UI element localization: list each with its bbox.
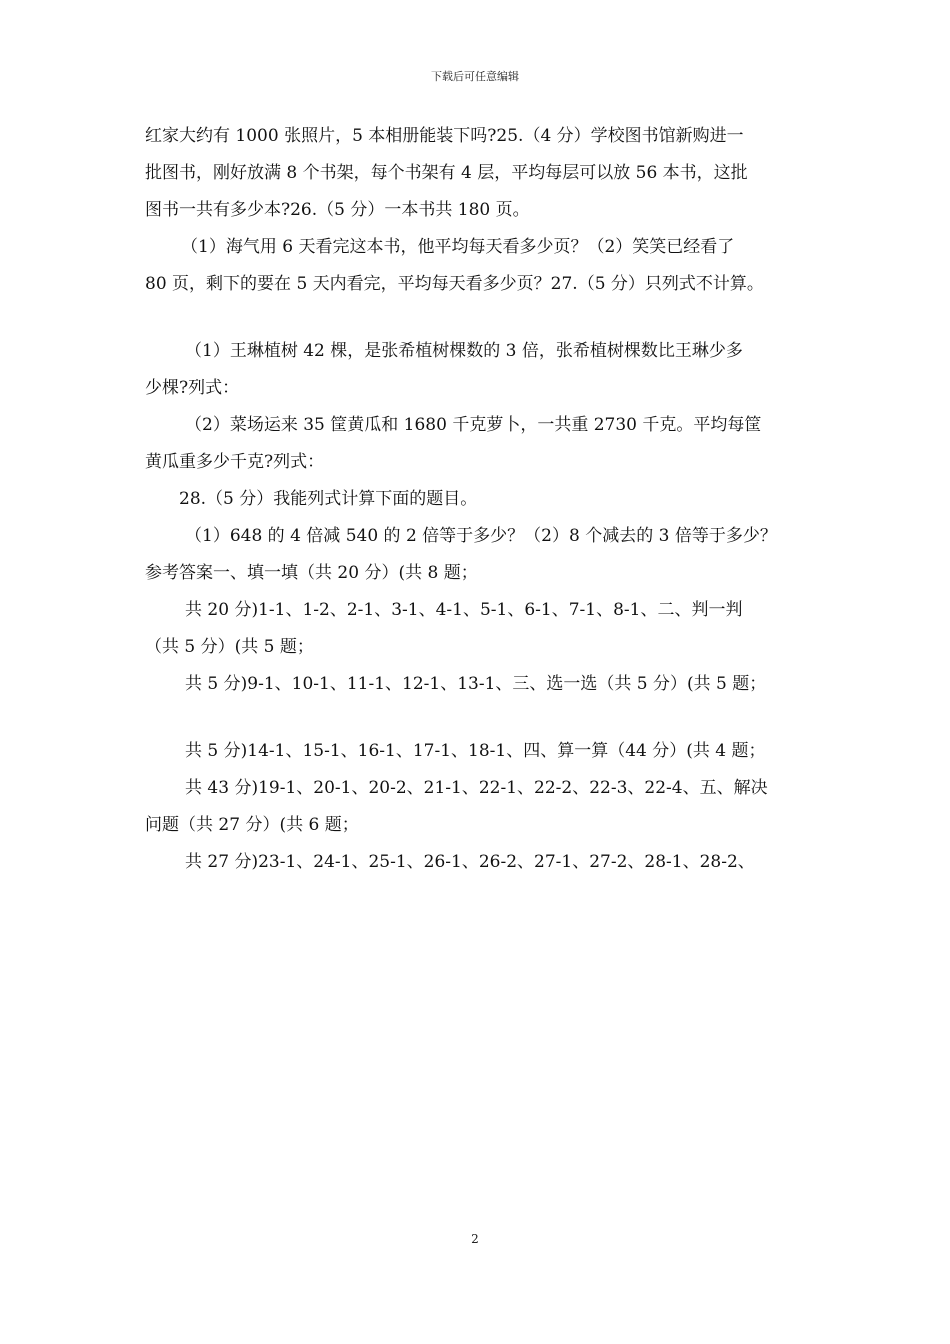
text-line: （1）王琳植树 42 棵，是张希植树棵数的 3 倍，张希植树棵数比王琳少多 (185, 341, 743, 361)
paragraph-gap (145, 703, 815, 733)
text-line: 红家大约有 1000 张照片，5 本相册能装下吗?25.（4 分）学校图书馆新购进一 (145, 126, 744, 146)
text-line: 共 20 分)1-1、1-2、2-1、3-1、4-1、5-1、6-1、7-1、8-1、二、判一判 (185, 600, 743, 620)
text-line: 批图书，刚好放满 8 个书架，每个书架有 4 层，平均每层可以放 56 本书，这批 (145, 163, 748, 183)
text-line: 共 5 分)9-1、10-1、11-1、12-1、13-1、三、选一选（共 5 分）(共 5 题； (185, 674, 767, 694)
text-line: 问题（共 27 分）(共 6 题； (145, 815, 359, 835)
text-line: （1）648 的 4 倍减 540 的 2 倍等于多少？（2）8 个减去的 3 倍等于多少？ (185, 526, 777, 546)
paragraph-gap (145, 303, 815, 333)
text-line: 图书一共有多少本?26.（5 分）一本书共 180 页。 (145, 200, 530, 220)
text-line: 参考答案一、填一填（共 20 分）(共 8 题； (145, 563, 478, 583)
text-line: 共 5 分)14-1、15-1、16-1、17-1、18-1、四、算一算（44 分）(共 4 题； (185, 741, 766, 761)
text-line: （1）海气用 6 天看完这本书，他平均每天看多少页？（2）笑笑已经看了 (181, 237, 735, 257)
text-line: 28.（5 分）我能列式计算下面的题目。 (179, 489, 478, 509)
text-line: 共 43 分)19-1、20-1、20-2、21-1、22-1、22-2、22-3、22-4、五、解决 (185, 778, 768, 798)
text-line: （2）菜场运来 35 筐黄瓜和 1680 千克萝卜，一共重 2730 千克。平均每筐 (185, 415, 762, 435)
page-header: 下载后可任意编辑 (431, 70, 519, 83)
text-line: 黄瓜重多少千克?列式： (145, 452, 325, 472)
text-line: 共 27 分)23-1、24-1、25-1、26-1、26-2、27-1、27-2、28-1、28-2、 (185, 852, 755, 872)
page-number: 2 (471, 1232, 479, 1246)
text-line: （共 5 分）(共 5 题； (145, 637, 314, 657)
document-body (145, 118, 815, 881)
text-line: 少棵?列式： (145, 378, 240, 398)
text-line: 80 页，剩下的要在 5 天内看完，平均每天看多少页？27.（5 分）只列式不计算。 (145, 274, 764, 294)
